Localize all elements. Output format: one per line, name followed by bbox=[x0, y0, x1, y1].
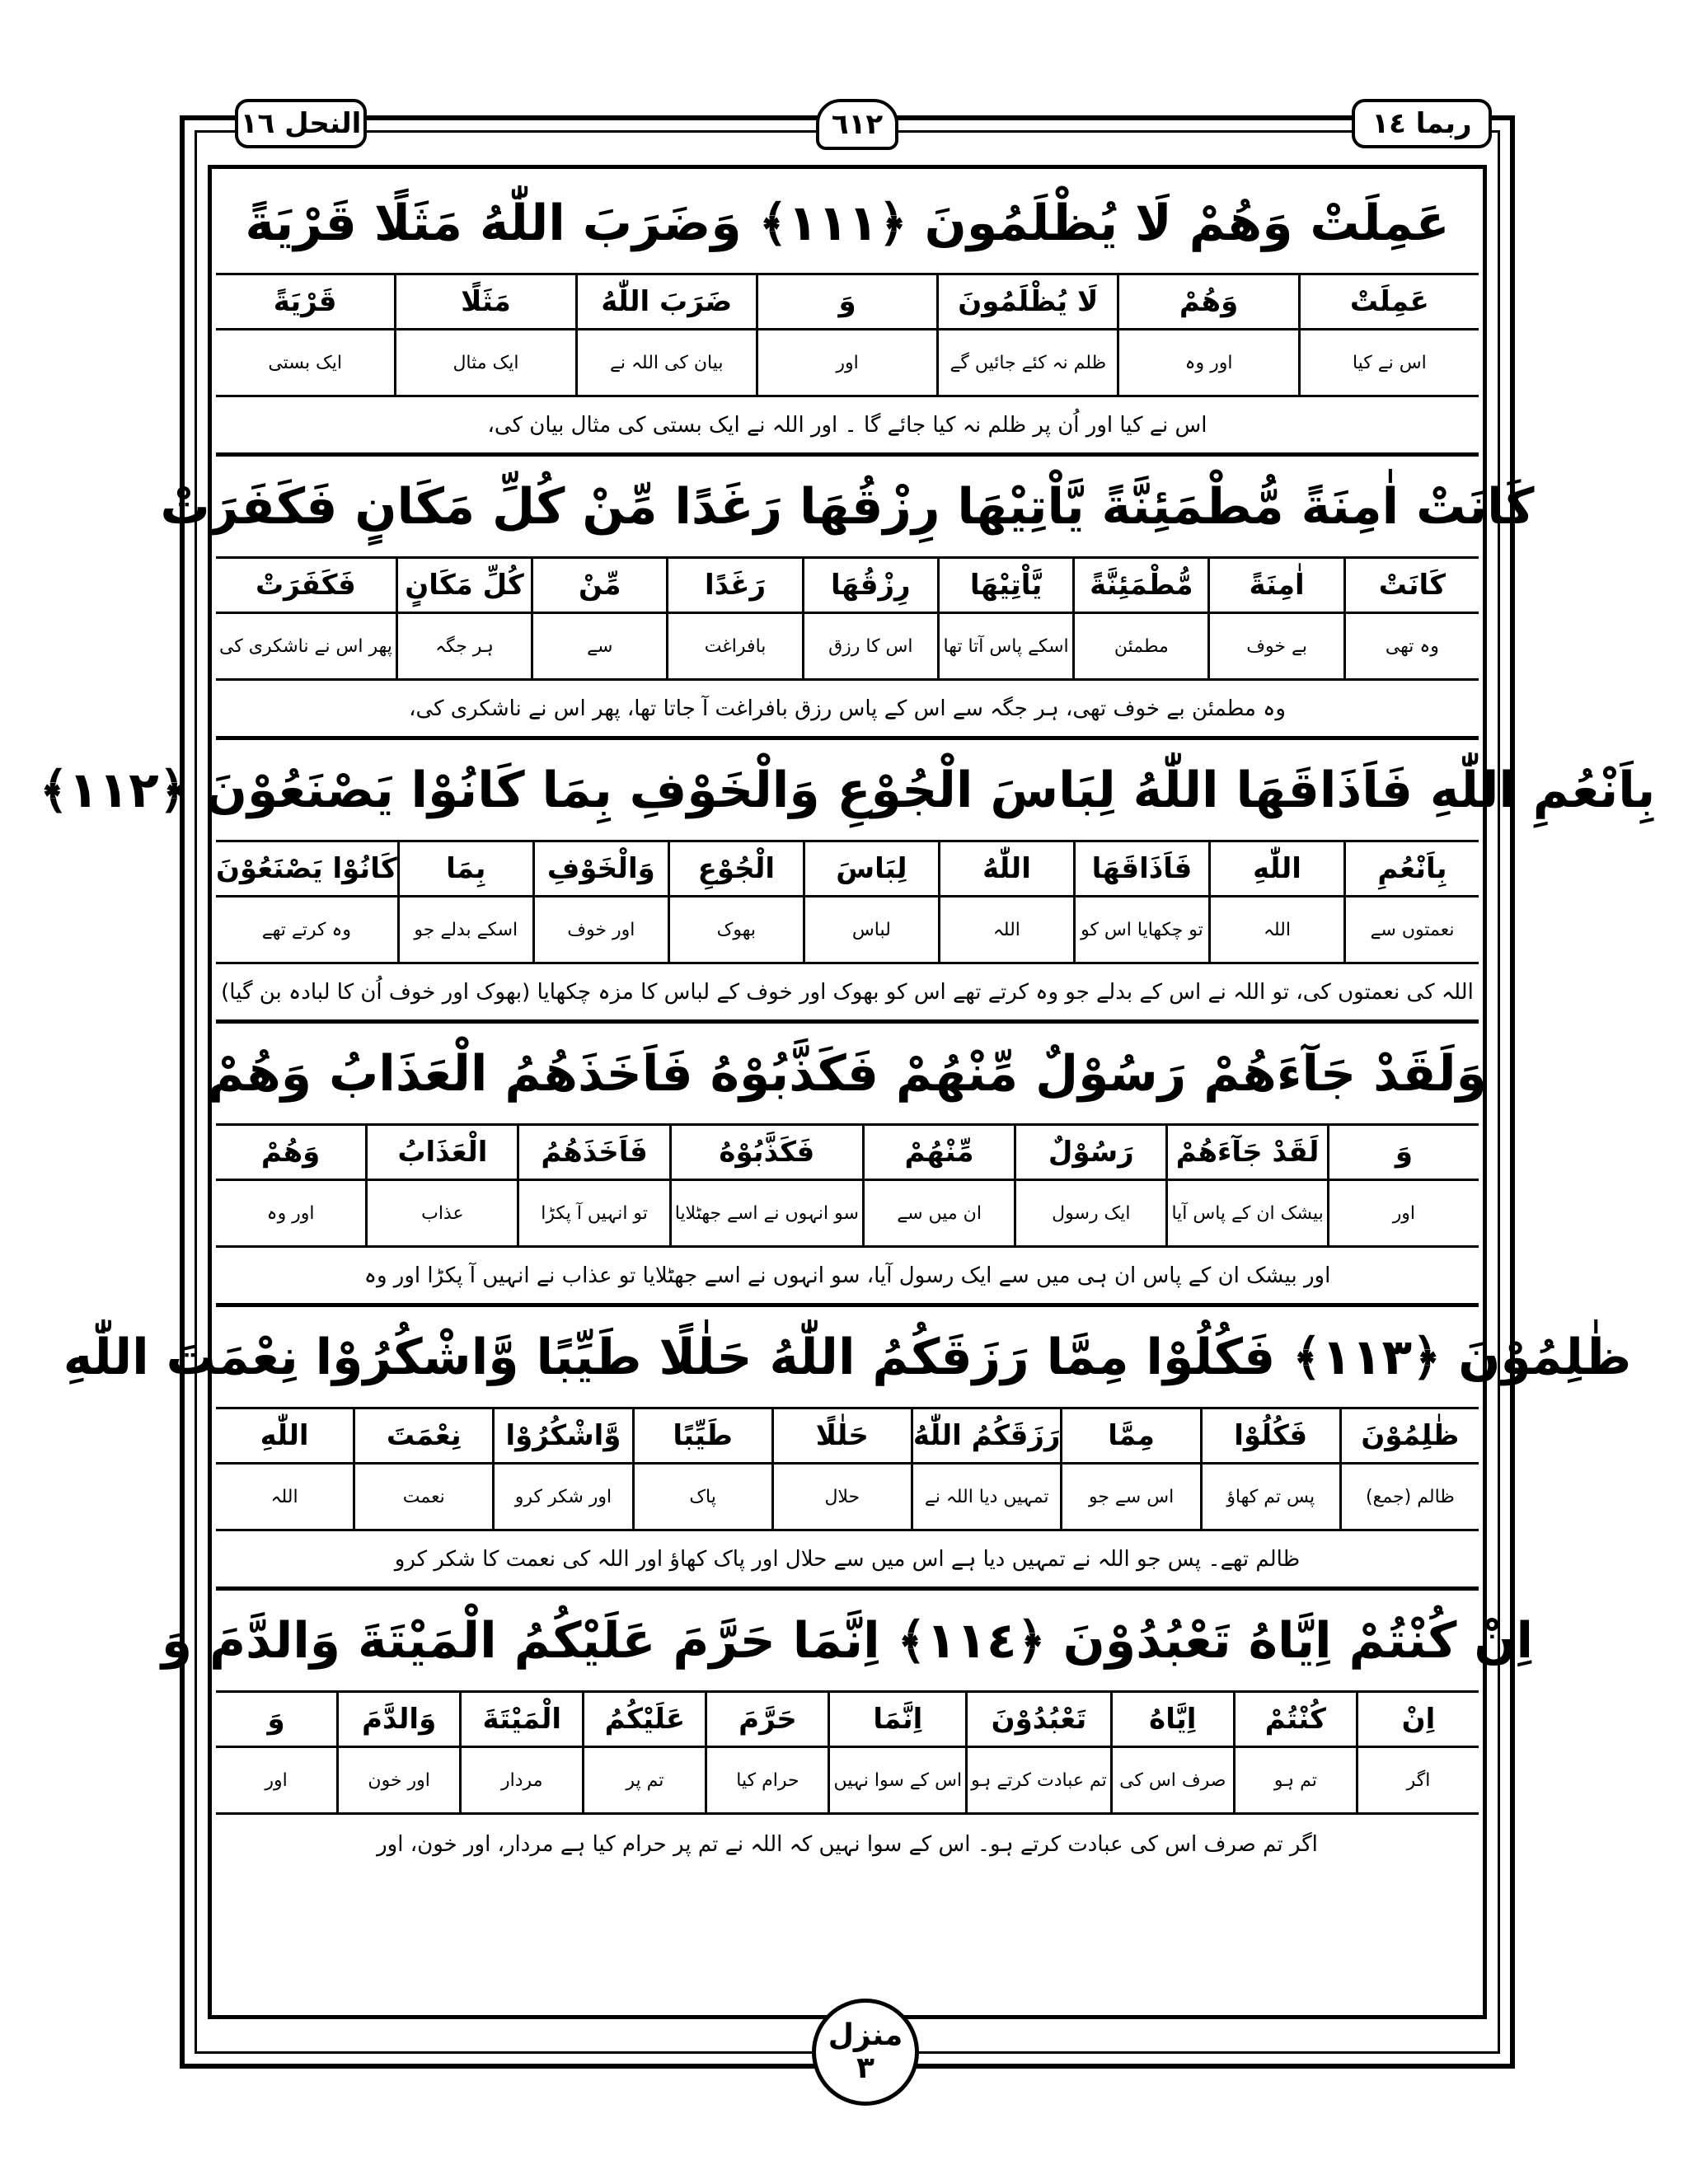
word-by-word-table bbox=[216, 1693, 1479, 1815]
arabic-word: رَغَدًا bbox=[668, 559, 801, 614]
arabic-word: اِيَّاهُ bbox=[1113, 1693, 1233, 1748]
urdu-translation-line: وہ مطمئن بے خوف تھی، ہر جگہ سے اس کے پاس رزق بافراغت آ جاتا تھا، پھر اس نے ناشکری کی، bbox=[216, 681, 1479, 740]
urdu-word-meaning: اس نے کیا bbox=[1352, 352, 1427, 373]
word-cell bbox=[1298, 275, 1479, 395]
word-cell bbox=[397, 842, 532, 962]
arabic-word: وَهُمْ bbox=[216, 1126, 365, 1181]
word-cell bbox=[459, 1693, 582, 1812]
arabic-verse-line: كَانَتْ اٰمِنَةً مُّطْمَئِنَّةً يَّاْتِيْهَا رِزْقُهَا رَغَدًا مِّنْ كُلِّ مَكَانٍ فَكَفَرَتْ bbox=[216, 457, 1479, 559]
urdu-word-meaning: تمہیں دیا اللہ نے bbox=[924, 1486, 1049, 1507]
urdu-word-meaning: اس کا رزق bbox=[828, 635, 913, 657]
arabic-word: اللّٰهُ bbox=[940, 842, 1073, 898]
arabic-word: عَمِلَتْ bbox=[1301, 275, 1479, 330]
urdu-word-meaning: سو انہوں نے اسے جھٹلایا bbox=[674, 1202, 859, 1224]
word-cell bbox=[1208, 842, 1343, 962]
manzil-number: ٣ bbox=[856, 2051, 874, 2085]
urdu-word-meaning: اور شکر کرو bbox=[514, 1486, 612, 1507]
word-cell bbox=[668, 842, 803, 962]
arabic-word: مِّنْهُمْ bbox=[865, 1126, 1014, 1181]
arabic-word: تَعْبُدُوْنَ bbox=[968, 1693, 1110, 1748]
urdu-word-meaning: تو چکھایا اس کو bbox=[1081, 919, 1203, 940]
arabic-word: طَيِّبًا bbox=[635, 1409, 771, 1465]
word-cell bbox=[1200, 1409, 1339, 1529]
arabic-word: اللّٰهِ bbox=[1211, 842, 1343, 898]
urdu-word-meaning: اللہ bbox=[1263, 919, 1291, 940]
word-cell bbox=[1233, 1693, 1356, 1812]
word-cell bbox=[1117, 275, 1297, 395]
manzil-badge bbox=[812, 1999, 919, 2106]
urdu-word-meaning: اس کے سوا نہیں bbox=[833, 1769, 963, 1791]
urdu-word-meaning: بھوک bbox=[716, 919, 756, 940]
arabic-word: حَلٰلًا bbox=[774, 1409, 911, 1465]
urdu-word-meaning: اور bbox=[1392, 1202, 1416, 1224]
urdu-word-meaning: اور وہ bbox=[266, 1202, 315, 1224]
arabic-word: كُنْتُمْ bbox=[1236, 1693, 1356, 1748]
word-cell bbox=[216, 1693, 336, 1812]
urdu-word-meaning: سے bbox=[587, 635, 613, 657]
arabic-word: رَزَقَكُمُ اللّٰهُ bbox=[913, 1409, 1061, 1465]
urdu-word-meaning: ہر جگہ bbox=[435, 635, 494, 657]
urdu-word-meaning: ظالم (جمع) bbox=[1366, 1486, 1455, 1507]
urdu-word-meaning: پس تم کھاؤ bbox=[1226, 1486, 1315, 1507]
arabic-word: بِمَا bbox=[400, 842, 532, 898]
urdu-word-meaning: ایک رسول bbox=[1052, 1202, 1131, 1224]
word-cell bbox=[1339, 1409, 1479, 1529]
word-cell bbox=[965, 1693, 1110, 1812]
urdu-word-meaning: حرام کیا bbox=[736, 1769, 799, 1791]
arabic-word: رِزْقُهَا bbox=[804, 559, 937, 614]
urdu-word-meaning: اس سے جو bbox=[1088, 1486, 1175, 1507]
word-cell bbox=[1327, 1126, 1479, 1245]
verse-section bbox=[160, 457, 1535, 740]
word-by-word-table bbox=[216, 1126, 1479, 1248]
word-cell bbox=[532, 842, 668, 962]
arabic-word: مَثَلًا bbox=[396, 275, 574, 330]
arabic-word: وَالدَّمَ bbox=[339, 1693, 459, 1748]
word-cell bbox=[216, 1409, 353, 1529]
arabic-word: مُّطْمَئِنَّةً bbox=[1075, 559, 1207, 614]
word-cell bbox=[802, 559, 937, 678]
urdu-translation-line: اگر تم صرف اس کی عبادت کرتے ہو۔ اس کے سوا نہیں کہ اللہ نے تم پر حرام کیا ہے مردار، اور خون، اور bbox=[377, 1832, 1318, 1857]
urdu-word-meaning: تم عبادت کرتے ہو bbox=[971, 1769, 1107, 1791]
word-cell bbox=[575, 275, 756, 395]
word-cell bbox=[705, 1693, 828, 1812]
arabic-word: فَكُلُوْا bbox=[1203, 1409, 1339, 1465]
arabic-word: لَا يُظْلَمُونَ bbox=[939, 275, 1117, 330]
arabic-word: الْعَذَابُ bbox=[368, 1126, 517, 1181]
urdu-word-meaning: عذاب bbox=[421, 1202, 464, 1224]
arabic-word: حَرَّمَ bbox=[707, 1693, 828, 1748]
word-cell bbox=[582, 1693, 705, 1812]
surah-name-label: النحل ١٦ bbox=[235, 99, 367, 148]
word-cell bbox=[756, 275, 936, 395]
word-cell bbox=[936, 275, 1117, 395]
arabic-verse-line: اِنْ كُنْتُمْ اِيَّاهُ تَعْبُدُوْنَ ﴿١١٤﴾ اِنَّمَا حَرَّمَ عَلَيْكُمُ الْمَيْتَةَ وَالدَّمَ وَ bbox=[216, 1591, 1479, 1693]
word-cell bbox=[336, 1693, 459, 1812]
urdu-word-meaning: نعمتوں سے bbox=[1370, 919, 1455, 940]
arabic-word: وَ bbox=[758, 275, 936, 330]
verse-section bbox=[161, 1591, 1534, 1874]
urdu-word-meaning: اسکے پاس آتا تھا bbox=[943, 635, 1069, 657]
page-content bbox=[39, 173, 1656, 1874]
word-cell bbox=[1343, 559, 1479, 678]
urdu-translation-line: اس نے کیا اور اُن پر ظلم نہ کیا جائے گا ۔ اور اللہ نے ایک بستی کی مثال بیان کی، bbox=[216, 397, 1479, 457]
word-cell bbox=[1165, 1126, 1326, 1245]
urdu-word-meaning: اور خوف bbox=[567, 919, 635, 940]
arabic-word: عَلَيْكُمُ bbox=[584, 1693, 705, 1748]
urdu-word-meaning: اور خون bbox=[368, 1769, 430, 1791]
arabic-verse-line: عَمِلَتْ وَهُمْ لَا يُظْلَمُونَ ﴿١١١﴾ وَضَرَبَ اللّٰهُ مَثَلًا قَرْيَةً bbox=[216, 173, 1479, 275]
arabic-word: وَّاشْكُرُوْا bbox=[495, 1409, 631, 1465]
urdu-word-meaning: تو انہیں آ پکڑا bbox=[541, 1202, 648, 1224]
word-cell bbox=[1014, 1126, 1165, 1245]
word-by-word-table bbox=[216, 559, 1479, 681]
word-cell bbox=[828, 1693, 965, 1812]
urdu-word-meaning: بافراغت bbox=[704, 635, 767, 657]
urdu-word-meaning: مطمئن bbox=[1114, 635, 1169, 657]
word-cell bbox=[353, 1409, 492, 1529]
urdu-word-meaning: تم پر bbox=[626, 1769, 664, 1791]
urdu-word-meaning: اور bbox=[836, 352, 859, 373]
arabic-verse-line: وَلَقَدْ جَآءَهُمْ رَسُوْلٌ مِّنْهُمْ فَكَذَّبُوْهُ فَاَخَذَهُمُ الْعَذَابُ وَهُمْ bbox=[216, 1024, 1479, 1126]
arabic-word: اٰمِنَةً bbox=[1210, 559, 1343, 614]
word-by-word-table bbox=[216, 842, 1479, 964]
urdu-word-meaning: وہ تھی bbox=[1385, 635, 1439, 657]
urdu-word-meaning: اسکے بدلے جو bbox=[414, 919, 518, 940]
verse-section bbox=[216, 173, 1479, 457]
urdu-word-meaning: نعمت bbox=[402, 1486, 445, 1507]
word-cell bbox=[1343, 842, 1479, 962]
word-cell bbox=[216, 559, 396, 678]
urdu-word-meaning: لباس bbox=[851, 919, 891, 940]
word-cell bbox=[1072, 559, 1207, 678]
word-cell bbox=[911, 1409, 1061, 1529]
word-cell bbox=[365, 1126, 517, 1245]
word-cell bbox=[937, 559, 1072, 678]
word-cell bbox=[666, 559, 801, 678]
word-cell bbox=[531, 559, 666, 678]
word-cell bbox=[216, 842, 397, 962]
word-cell bbox=[632, 1409, 771, 1529]
word-by-word-table bbox=[216, 1409, 1479, 1531]
verse-section bbox=[208, 1024, 1487, 1307]
word-cell bbox=[1060, 1409, 1199, 1529]
arabic-word: رَسُوْلٌ bbox=[1016, 1126, 1165, 1181]
urdu-word-meaning: وہ کرتے تھے bbox=[261, 919, 351, 940]
urdu-word-meaning: پھر اس نے ناشکری کی bbox=[218, 635, 392, 657]
urdu-word-meaning: حلال bbox=[824, 1486, 860, 1507]
word-cell bbox=[669, 1126, 862, 1245]
arabic-verse-line: ظٰلِمُوْنَ ﴿١١٣﴾ فَكُلُوْا مِمَّا رَزَقَكُمُ اللّٰهُ حَلٰلًا طَيِّبًا وَّاشْكُرُوْا نِعْمَتَ اللّٰهِ bbox=[216, 1307, 1479, 1409]
arabic-word: يَّاْتِيْهَا bbox=[940, 559, 1072, 614]
urdu-word-meaning: ان میں سے bbox=[897, 1202, 982, 1224]
word-cell bbox=[862, 1126, 1014, 1245]
word-cell bbox=[938, 842, 1073, 962]
urdu-word-meaning: تم ہو bbox=[1273, 1769, 1317, 1791]
urdu-word-meaning: مردار bbox=[501, 1769, 543, 1791]
arabic-word: نِعْمَتَ bbox=[355, 1409, 492, 1465]
arabic-word: اِنَّمَا bbox=[830, 1693, 965, 1748]
word-cell bbox=[394, 275, 574, 395]
urdu-word-meaning: اور وہ bbox=[1184, 352, 1233, 373]
urdu-translation-line: اور بیشک ان کے پاس ان ہی میں سے ایک رسول آیا، سو انہوں نے اسے جھٹلایا تو عذاب نے انہیں آ پکڑا اور وہ bbox=[216, 1248, 1479, 1307]
urdu-translation-line: اللہ کی نعمتوں کی، تو اللہ نے اس کے بدلے جو وہ کرتے تھے اس کو بھوک اور خوف کے لباس کا مزہ چکھایا (بھوک اور خوف اُن کا لبادہ بن گیا) bbox=[216, 964, 1479, 1024]
arabic-word: الْجُوْعِ bbox=[670, 842, 803, 898]
word-cell bbox=[1073, 842, 1208, 962]
urdu-word-meaning: اللہ bbox=[270, 1486, 298, 1507]
arabic-word: قَرْيَةً bbox=[216, 275, 394, 330]
word-cell bbox=[771, 1409, 911, 1529]
arabic-word: بِاَنْعُمِ bbox=[1346, 842, 1479, 898]
urdu-word-meaning: صرف اس کی bbox=[1119, 1769, 1226, 1791]
arabic-word: فَكَفَرَتْ bbox=[216, 559, 396, 614]
arabic-word: مِمَّا bbox=[1062, 1409, 1199, 1465]
urdu-word-meaning: ایک بستی bbox=[268, 352, 342, 373]
arabic-word: كُلِّ مَكَانٍ bbox=[398, 559, 531, 614]
urdu-word-meaning: پاک bbox=[689, 1486, 716, 1507]
arabic-word: فَاَخَذَهُمُ bbox=[519, 1126, 668, 1181]
urdu-word-meaning: اللہ bbox=[992, 919, 1020, 940]
word-by-word-table bbox=[216, 275, 1479, 397]
arabic-word: كَانَتْ bbox=[1346, 559, 1479, 614]
word-cell bbox=[517, 1126, 668, 1245]
word-cell bbox=[1356, 1693, 1479, 1812]
urdu-translation-line: ظالم تھے۔ پس جو اللہ نے تمہیں دیا ہے اس میں سے حلال اور پاک کھاؤ اور اللہ کی نعمت کا شکر کرو bbox=[216, 1531, 1479, 1591]
arabic-word: وَهُمْ bbox=[1119, 275, 1297, 330]
urdu-word-meaning: اگر bbox=[1406, 1769, 1431, 1791]
arabic-word: وَالْخَوْفِ bbox=[535, 842, 668, 898]
manzil-label: منزل bbox=[828, 2018, 903, 2053]
para-name-label: ربما ١٤ bbox=[1352, 99, 1492, 148]
arabic-word: لِبَاسَ bbox=[805, 842, 938, 898]
verse-section bbox=[39, 740, 1656, 1024]
arabic-word: وَ bbox=[216, 1693, 336, 1748]
urdu-word-meaning: بے خوف bbox=[1246, 635, 1307, 657]
verse-section bbox=[63, 1307, 1632, 1591]
arabic-word: فَكَذَّبُوْهُ bbox=[672, 1126, 862, 1181]
arabic-verse-line: بِاَنْعُمِ اللّٰهِ فَاَذَاقَهَا اللّٰهُ لِبَاسَ الْجُوْعِ وَالْخَوْفِ بِمَا كَانُوْا يَصْنَعُوْنَ ﴿١١٢﴾ bbox=[216, 740, 1479, 842]
urdu-word-meaning: بیشک ان کے پاس آیا bbox=[1171, 1202, 1324, 1224]
urdu-word-meaning: بیان کی اللہ نے bbox=[610, 352, 724, 373]
arabic-word: الْمَيْتَةَ bbox=[462, 1693, 582, 1748]
word-cell bbox=[1207, 559, 1343, 678]
word-cell bbox=[492, 1409, 631, 1529]
word-cell bbox=[1110, 1693, 1233, 1812]
urdu-word-meaning: اور bbox=[265, 1769, 288, 1791]
word-cell bbox=[803, 842, 938, 962]
arabic-word: مِّنْ bbox=[533, 559, 666, 614]
word-cell bbox=[396, 559, 531, 678]
word-cell bbox=[216, 275, 394, 395]
arabic-word: فَاَذَاقَهَا bbox=[1076, 842, 1208, 898]
arabic-word: اللّٰهِ bbox=[216, 1409, 353, 1465]
urdu-word-meaning: ظلم نہ کئے جائیں گے bbox=[950, 352, 1107, 373]
arabic-word: لَقَدْ جَآءَهُمْ bbox=[1168, 1126, 1326, 1181]
arabic-word: كَانُوْا يَصْنَعُوْنَ bbox=[216, 842, 397, 898]
arabic-word: ظٰلِمُوْنَ bbox=[1342, 1409, 1479, 1465]
arabic-word: وَ bbox=[1329, 1126, 1479, 1181]
page-number: ٦١٢ bbox=[816, 99, 898, 150]
urdu-word-meaning: ایک مثال bbox=[452, 352, 519, 373]
word-cell bbox=[216, 1126, 365, 1245]
arabic-word: اِنْ bbox=[1358, 1693, 1479, 1748]
arabic-word: ضَرَبَ اللّٰهُ bbox=[578, 275, 756, 330]
